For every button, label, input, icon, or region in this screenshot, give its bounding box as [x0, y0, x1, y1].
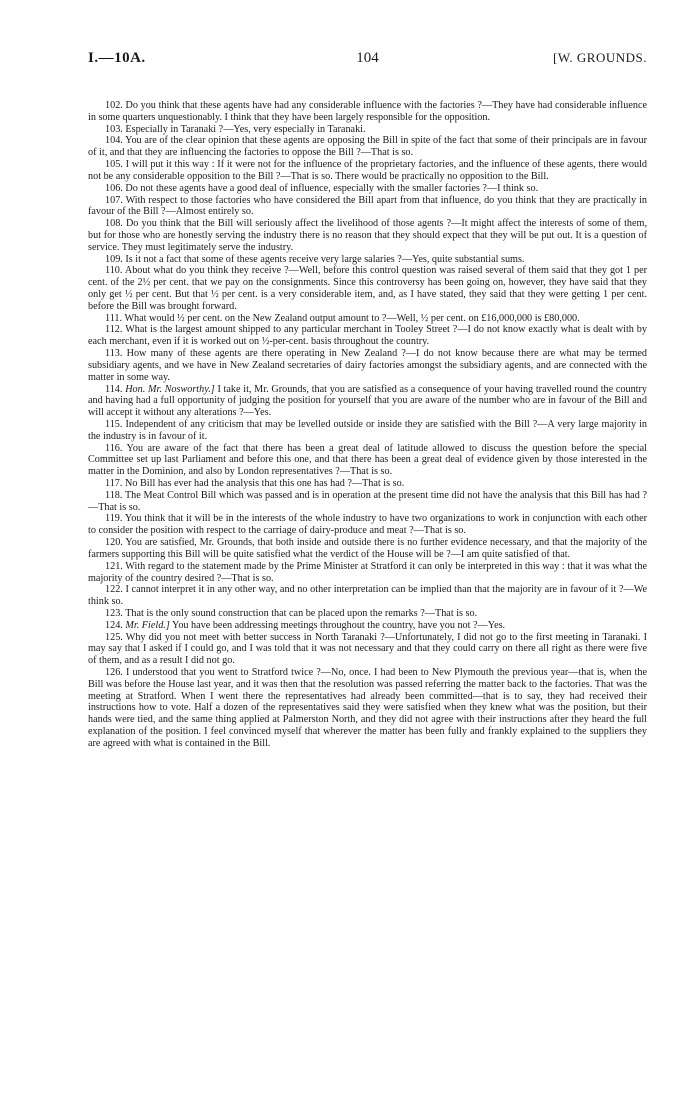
question-number: 118.	[105, 489, 125, 501]
page-header	[88, 50, 647, 74]
question-text: With regard to the statement made by the Prime Minister at Stratford it can only be interpreted in this way : that it was what the majority of the country desired ?—That is so.	[88, 560, 647, 584]
question-paragraph	[88, 348, 647, 383]
question-number: 112.	[105, 324, 126, 336]
question-number: 124.	[105, 619, 126, 631]
paper-reference: I.—10A.	[88, 50, 146, 66]
document-body	[88, 100, 647, 750]
question-number: 106.	[105, 182, 126, 194]
question-text: I understood that you went to Stratford twice ?—No, once. I had been to New Plymouth the previous year—that is, when the Bill was before the House last year, and it was then that the resolution was passed referring the matter back to the factories. That was the meeting at Stratford. When I went there the representatives had already been committed—that is to say, they had received their instructions how to vote. Half a dozen of the representatives said they were satisfied when they knew what was the position, but their hands were tied, and the same thing applied at Palmerston North, and they did not agree with their instructions after they heard the full explanation of the position. I feel convinced myself that wherever the matter has been fully and frankly explained to the suppliers they are agreed with what is contained in the Bill.	[88, 667, 647, 749]
question-paragraph	[88, 632, 647, 667]
question-number: 109.	[105, 253, 126, 265]
question-number: 115.	[105, 418, 126, 430]
question-text: You are aware of the fact that there has been a great deal of latitude allowed to discuss the question before the special Committee set up last Parliament and before this one, and that there has been a great deal of evidence given by those interested in the matter in the Dominion, and also by London representatives ?—That is so.	[88, 442, 647, 478]
question-number: 103.	[105, 123, 126, 135]
question-text: Do not these agents have a good deal of influence, especially with the smaller factories ?—I think so.	[125, 182, 539, 194]
question-paragraph	[88, 324, 647, 348]
question-number: 110.	[105, 265, 125, 277]
question-number: 120.	[105, 537, 126, 549]
question-number: 114.	[105, 383, 126, 395]
question-paragraph	[88, 100, 647, 124]
question-paragraph	[88, 124, 647, 136]
question-number: 108.	[105, 218, 126, 230]
question-text: How many of these agents are there operating in New Zealand ?—I do not know because there are what may be termed subsidiary agents, and we have in New Zealand secretaries of dairy factories amongst the subsidiary agents, and are connected with the matter in some way.	[88, 348, 648, 383]
question-paragraph	[88, 183, 647, 195]
question-number: 102.	[105, 100, 126, 111]
question-number: 107.	[105, 194, 126, 206]
question-paragraph	[88, 218, 647, 253]
question-paragraph	[88, 254, 647, 266]
question-paragraph	[88, 667, 647, 750]
question-number: 111.	[105, 312, 125, 324]
question-number: 119.	[105, 513, 125, 525]
witness-name: [W. GROUNDS.	[553, 50, 647, 65]
question-text: I will put it this way : If it were not for the influence of the proprietary factories, and the influence of these agents, there would not be any considerable opposition to the Bill ?—That is so. There would be practically no opposition to the Bill.	[88, 159, 648, 182]
question-text: Do you think that the Bill will seriously affect the livelihood of those agents ?—It might affect the interests of some of them, but for those who are honestly serving the industry there is no reason that they should expect that they will be put out. It is a question of service. They must legitimately serve the industry.	[88, 218, 648, 253]
question-text: What is the largest amount shipped to any particular merchant in Tooley Street ?—I do not know exactly what is dealt with by each merchant, even if it is worked out on ½-per-cent. basis throughout the country.	[88, 324, 647, 348]
question-paragraph	[88, 537, 647, 561]
question-paragraph	[88, 384, 647, 419]
question-text: The Meat Control Bill which was passed and is in operation at the present time did not have the analysis that this Bill has had ?—That is so.	[88, 489, 648, 513]
question-number: 123.	[105, 607, 126, 619]
question-paragraph	[88, 135, 647, 159]
question-paragraph	[88, 443, 647, 478]
question-number: 122.	[105, 584, 126, 596]
questioner-name: Hon. Mr. Nosworthy.]	[125, 383, 215, 395]
question-paragraph	[88, 620, 647, 632]
question-number: 116.	[105, 442, 127, 454]
question-paragraph	[88, 561, 647, 585]
question-text: Is it not a fact that some of these agents receive very large salaries ?—Yes, quite substantial sums.	[125, 253, 525, 265]
question-text: I take it, Mr. Grounds, that you are satisfied as a consequence of your having travelled round the country and having had a full opportunity of judging the position for yourself that you are aware of the number who are in favour of the Bill and will accept it without any alterations ?—Yes.	[88, 383, 648, 419]
question-paragraph	[88, 195, 647, 219]
question-paragraph	[88, 159, 647, 183]
question-paragraph	[88, 313, 647, 325]
question-paragraph	[88, 513, 647, 537]
question-text: About what do you think they receive ?—Well, before this control question was raised several of them said that they got 1 per cent. of the 2½ per cent. that we pay on the consignments. Since this controversy has been going on, however, they have said that they only get ½ per cent. But that ½ per cent. is a very considerable item, and, as I have stated, they said that they were getting 1 per cent. before the Bill was brought forward.	[88, 265, 647, 312]
question-paragraph	[88, 490, 647, 514]
question-number: 121.	[105, 560, 126, 572]
question-text: With respect to those factories who have considered the Bill apart from that influence, do you think that they are practically in favour of the Bill ?—Almost entirely so.	[88, 194, 647, 218]
question-number: 113.	[105, 348, 127, 360]
question-text: Especially in Taranaki ?—Yes, very especially in Taranaki.	[125, 123, 366, 135]
page-number: 104	[356, 50, 379, 66]
question-text: You are of the clear opinion that these agents are opposing the Bill in spite of the fact that some of their principals are in favour of it, and that they are influencing the factories to oppose the Bill ?—That is so.	[88, 135, 647, 159]
question-text: I cannot interpret it in any other way, and no other interpretation can be implied than that the majority are in favour of it ?—We think so.	[88, 584, 648, 608]
question-paragraph	[88, 608, 647, 620]
question-text: You are satisfied, Mr. Grounds, that both inside and outside there is no further evidence necessary, and that the majority of the farmers supporting this Bill will be quite satisfied what the verdict of the House will be ?—I am quite satisfied of that.	[88, 537, 647, 560]
question-text: Why did you not meet with better success in North Taranaki ?—Unfortunately, I did not go to the first meeting in Taranaki. I may say that I asked if I could go, and I was told that it was not necessary and that they could carry on there all right as there were five of them, and as a result I did not go.	[88, 631, 647, 667]
question-text: Do you think that these agents have had any considerable influence with the factories ?—They have had considerable influence in some quarters unquestionably. I think that they have been largely responsible for the opposition.	[88, 100, 648, 123]
question-text: You have been addressing meetings throughout the country, have you not ?—Yes.	[171, 619, 506, 631]
questioner-name: Mr. Field.]	[125, 619, 170, 631]
question-paragraph	[88, 419, 647, 443]
question-text: What would ½ per cent. on the New Zealand output amount to ?—Well, ½ per cent. on £16,000,000 is £80,000.	[124, 312, 580, 324]
question-paragraph	[88, 478, 647, 490]
question-text: That is the only sound construction that can be placed upon the remarks ?—That is so.	[125, 607, 478, 619]
question-text: No Bill has ever had the analysis that this one has had ?—That is so.	[125, 478, 405, 489]
question-number: 125.	[105, 631, 126, 643]
question-number: 104.	[105, 135, 126, 147]
question-text: Independent of any criticism that may be levelled outside or inside they are satisfied with the Bill ?—A very large majority in the industry is in favour of it.	[88, 418, 648, 442]
question-paragraph	[88, 265, 647, 312]
question-text: You think that it will be in the interests of the whole industry to have two organizations to work in conjunction with each other to consider the position with respect to the carriage of dairy-produce and meat ?—That is so.	[88, 513, 647, 537]
question-paragraph	[88, 584, 647, 608]
question-number: 117.	[105, 478, 125, 489]
question-number: 105.	[105, 159, 126, 171]
question-number: 126.	[105, 667, 126, 678]
